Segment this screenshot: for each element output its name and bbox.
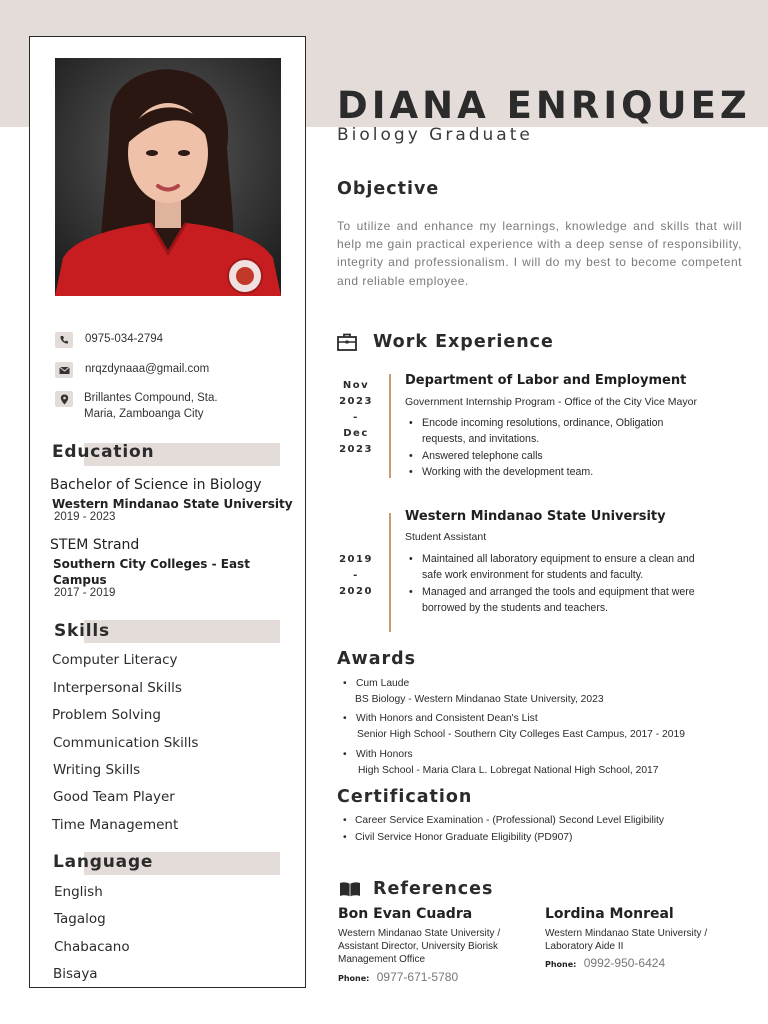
profile-photo (55, 58, 281, 296)
mail-icon (55, 362, 73, 378)
certification-item: • Civil Service Honor Graduate Eligibility (PD907) (343, 830, 664, 847)
language-item: Bisaya (53, 966, 98, 982)
job-1-organization: Department of Labor and Employment (405, 373, 687, 388)
job-2-dates: 2019 - 2020 (339, 554, 373, 597)
reference-detail: Western Mindanao State University / Assistant Director, University Biorisk Management Office (338, 928, 501, 966)
reference-name: Bon Evan Cuadra (338, 906, 473, 922)
contact-email (55, 361, 209, 378)
briefcase-icon (337, 333, 357, 356)
skill-item: Writing Skills (53, 762, 141, 778)
email-address: nrqzdynaaa@gmail.com (85, 363, 210, 375)
language-item: Chabacano (54, 939, 130, 955)
certification-list (343, 813, 664, 846)
location-pin-icon (55, 391, 73, 407)
contact-phone (55, 331, 163, 348)
education-degree-1: Bachelor of Science in Biology (50, 477, 262, 493)
work-experience-heading: Work Experience (373, 332, 554, 352)
full-name: DIANA ENRIQUEZ (337, 84, 751, 127)
education-school-1: Western Mindanao State University (52, 497, 293, 511)
language-item: Tagalog (54, 911, 106, 927)
award-item (343, 747, 659, 779)
skills-heading-bar (84, 620, 280, 643)
phone-label: Phone: (545, 960, 577, 970)
education-school-2-cont: Campus (53, 573, 107, 587)
phone-number: 0975-034-2794 (85, 333, 164, 345)
skill-item: Problem Solving (52, 707, 161, 723)
reference-name: Lordina Monreal (545, 906, 674, 922)
duty-item: • Working with the development team. (405, 464, 705, 480)
award-detail: High School - Maria Clara L. Lobregat National High School, 2017 (358, 765, 659, 776)
job-2-duties (405, 551, 705, 617)
award-detail: Senior High School - Southern City Colleges East Campus, 2017 - 2019 (357, 729, 685, 740)
address-line-2: Maria, Zamboanga City (84, 408, 204, 420)
skill-item: Computer Literacy (52, 652, 178, 668)
reference-phone: 0992-950-6424 (583, 956, 666, 971)
education-years-1: 2019 - 2023 (54, 511, 116, 523)
award-item (343, 676, 604, 708)
address-line-1: Brillantes Compound, Sta. (84, 392, 218, 404)
reference-phone: 0977-671-5780 (376, 969, 459, 984)
certification-item: • Career Service Examination - (Professional) Second Level Eligibility (343, 813, 664, 830)
skill-item: Time Management (52, 817, 179, 833)
book-icon (339, 881, 361, 902)
education-heading: Education (52, 442, 155, 462)
certification-heading: Certification (337, 787, 473, 807)
contact-address (55, 390, 218, 422)
reference-phone-row (338, 970, 530, 984)
award-detail: BS Biology - Western Mindanao State University, 2023 (355, 694, 604, 705)
reference-phone-row (545, 956, 745, 970)
reference-card (545, 906, 745, 970)
job-1-duties (405, 415, 705, 481)
language-item: English (54, 884, 103, 900)
language-heading: Language (53, 852, 154, 872)
phone-label: Phone: (338, 973, 370, 983)
job-2-role: Student Assistant (405, 531, 487, 543)
awards-heading: Awards (337, 649, 417, 669)
job-1-role: Government Internship Program - Office of the City Vice Mayor (405, 396, 697, 408)
job-title: Biology Graduate (337, 125, 533, 145)
education-years-2: 2017 - 2019 (54, 587, 116, 599)
references-heading: References (373, 879, 494, 899)
award-item (343, 711, 685, 743)
timeline-line (389, 374, 391, 478)
objective-heading: Objective (337, 179, 440, 199)
award-title: • With Honors and Consistent Dean's List (343, 711, 685, 726)
reference-detail: Western Mindanao State University / Laboratory Aide II (545, 928, 708, 953)
job-2-organization: Western Mindanao State University (405, 509, 666, 524)
duty-item: • Answered telephone calls (405, 448, 705, 464)
education-degree-2: STEM Strand (50, 537, 140, 553)
timeline-line (389, 513, 391, 632)
skills-heading: Skills (54, 621, 110, 641)
skill-item: Communication Skills (53, 735, 199, 751)
skill-item: Interpersonal Skills (53, 680, 182, 696)
award-title: • With Honors (343, 747, 659, 762)
phone-icon (55, 332, 73, 348)
job-1-dates: Nov 2023 - Dec 2023 (339, 380, 373, 455)
duty-item: • Maintained all laboratory equipment to ensure a clean and safe work environment for students and faculty. (405, 551, 705, 584)
award-title: • Cum Laude (343, 676, 604, 691)
duty-item: • Encode incoming resolutions, ordinance, Obligation requests, and invitations. (405, 415, 705, 448)
objective-text: To utilize and enhance my learnings, knowledge and skills that will help me gain practical experience with a deep sense of responsibility, integrity and professionalism. I will do my best to become competent and reliable employee. (337, 219, 742, 288)
education-school-2: Southern City Colleges - East (53, 557, 250, 571)
skill-item: Good Team Player (53, 789, 175, 805)
duty-item: • Managed and arranged the tools and equipment that were borrowed by the students and teachers. (405, 584, 705, 617)
reference-card (338, 906, 530, 984)
